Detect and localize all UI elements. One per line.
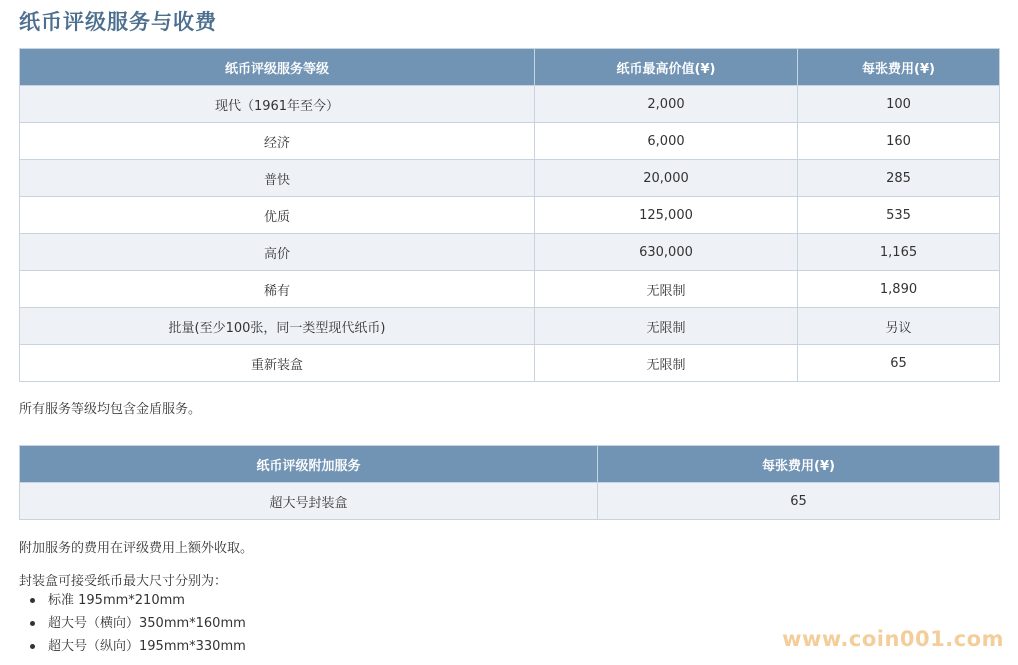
fee-cell: 535 xyxy=(798,197,1000,234)
max-value-cell: 125,000 xyxy=(535,197,798,234)
table-row xyxy=(20,345,1000,382)
fee-cell: 285 xyxy=(798,160,1000,197)
table-row xyxy=(20,271,1000,308)
addon-table-note: 附加服务的费用在评级费用上额外收取。 xyxy=(19,541,254,556)
holder-sizes-intro: 封装盒可接受纸币最大尺寸分别为： xyxy=(19,574,228,589)
table-row xyxy=(20,234,1000,271)
max-value-cell: 无限制 xyxy=(535,308,798,345)
tier-name-cell: 现代（1961年至今） xyxy=(20,86,535,123)
table-row xyxy=(20,483,1000,520)
bullet-icon xyxy=(30,598,35,603)
column-header-fee: 每张费用(¥) xyxy=(798,49,1000,86)
tier-name-cell: 重新装盒 xyxy=(20,345,535,382)
table-row xyxy=(20,160,1000,197)
max-value-cell: 无限制 xyxy=(535,271,798,308)
table-row xyxy=(20,86,1000,123)
fee-cell: 另议 xyxy=(798,308,1000,345)
addon-service-table xyxy=(19,445,1000,520)
page-title: 纸币评级服务与收费 xyxy=(19,9,217,34)
list-item xyxy=(19,637,246,660)
tier-name-cell: 稀有 xyxy=(20,271,535,308)
max-value-cell: 20,000 xyxy=(535,160,798,197)
max-value-cell: 2,000 xyxy=(535,86,798,123)
column-header-tier: 纸币评级服务等级 xyxy=(20,49,535,86)
site-watermark: www.coin001.com xyxy=(782,627,1004,651)
tier-name-cell: 经济 xyxy=(20,123,535,160)
addon-name-cell: 超大号封装盒 xyxy=(20,483,598,520)
tier-name-cell: 普快 xyxy=(20,160,535,197)
tier-name-cell: 优质 xyxy=(20,197,535,234)
fee-cell: 65 xyxy=(598,483,1000,520)
fee-cell: 160 xyxy=(798,123,1000,160)
table-row xyxy=(20,123,1000,160)
table-row xyxy=(20,197,1000,234)
holder-sizes-list xyxy=(19,591,246,660)
column-header-max-value: 纸币最高价值(¥) xyxy=(535,49,798,86)
max-value-cell: 630,000 xyxy=(535,234,798,271)
fee-cell: 1,890 xyxy=(798,271,1000,308)
fee-cell: 65 xyxy=(798,345,1000,382)
bullet-icon xyxy=(30,644,35,649)
max-value-cell: 6,000 xyxy=(535,123,798,160)
table-header-row xyxy=(20,446,1000,483)
fee-cell: 100 xyxy=(798,86,1000,123)
column-header-addon: 纸币评级附加服务 xyxy=(20,446,598,483)
list-item xyxy=(19,591,246,614)
holder-size-text: 超大号（纵向）195mm*330mm xyxy=(48,639,246,654)
grading-tier-table xyxy=(19,48,1000,382)
tier-name-cell: 批量(至少100张，同一类型现代纸币) xyxy=(20,308,535,345)
column-header-fee: 每张费用(¥) xyxy=(598,446,1000,483)
table-header-row xyxy=(20,49,1000,86)
table-row xyxy=(20,308,1000,345)
fee-cell: 1,165 xyxy=(798,234,1000,271)
tier-table-note: 所有服务等级均包含金盾服务。 xyxy=(19,402,202,417)
tier-name-cell: 高价 xyxy=(20,234,535,271)
holder-size-text: 超大号（横向）350mm*160mm xyxy=(48,616,246,631)
list-item xyxy=(19,614,246,637)
holder-size-text: 标准 195mm*210mm xyxy=(48,593,185,608)
bullet-icon xyxy=(30,621,35,626)
max-value-cell: 无限制 xyxy=(535,345,798,382)
